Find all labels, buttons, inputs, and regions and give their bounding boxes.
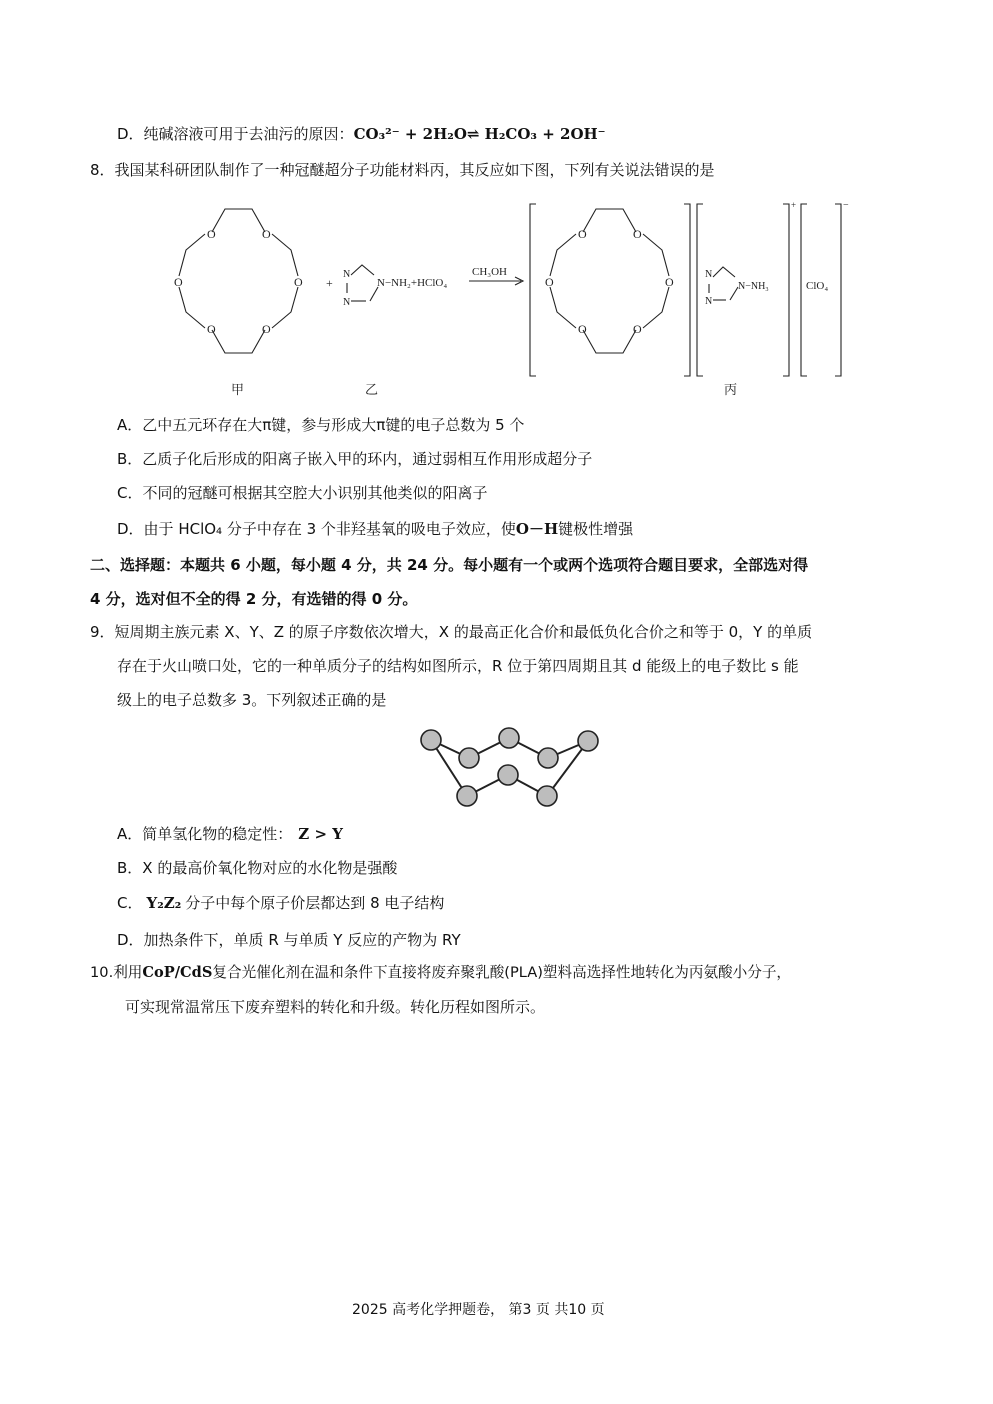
q8-option-c: C．不同的冠醚可根据其空腔大小识别其他类似的阳离子 bbox=[117, 484, 488, 502]
sulfur-atom bbox=[499, 728, 519, 748]
negative-charge: − bbox=[843, 200, 849, 211]
nitrogen-atom: N bbox=[343, 297, 351, 308]
q9-stem-3: 级上的电子总数多 3。下列叙述正确的是 bbox=[117, 691, 387, 709]
sulfur-atom bbox=[538, 748, 558, 768]
aminotriazole-formula: N−NH₂+HClO₄ bbox=[377, 277, 448, 289]
label-yi: 乙 bbox=[365, 382, 379, 397]
oxygen-atom: O bbox=[294, 275, 303, 289]
oxygen-atom: O bbox=[665, 275, 674, 289]
oxygen-atom: O bbox=[578, 227, 587, 241]
nitrogen-atom: N bbox=[705, 269, 713, 280]
q9-option-b: B．X 的最高价氧化物对应的水化物是强酸 bbox=[117, 859, 398, 877]
nitrogen-atom: N bbox=[705, 296, 713, 307]
plus-sign: + bbox=[326, 276, 333, 290]
oh-bond: O－H bbox=[515, 520, 559, 538]
oxygen-atom: O bbox=[207, 322, 216, 336]
crown-ether-reaction-figure bbox=[0, 195, 993, 435]
q10-stem-1: 10.利用CoP/CdS复合光催化剂在温和条件下直接将废弃聚乳酸(PLA)塑料高选择性地转化为丙氨酸小分子， bbox=[90, 964, 792, 981]
methanol-reagent: CH₃OH bbox=[472, 266, 508, 278]
q8-option-a: A．乙中五元环存在大π键，参与形成大π键的电子总数为 5 个 bbox=[117, 416, 525, 434]
q8-option-b: B．乙质子化后形成的阳离子嵌入甲的环内，通过弱相互作用形成超分子 bbox=[117, 450, 593, 468]
sulfur-atom bbox=[537, 786, 557, 806]
page-footer: 2025 高考化学押题卷， 第3 页 共10 页 bbox=[352, 1302, 605, 1318]
sulfur-atom bbox=[578, 731, 598, 751]
q10-stem-2: 可实现常温常压下废弃塑料的转化和升级。转化历程如图所示。 bbox=[125, 998, 546, 1016]
ammonium-triazole-formula: N−NH₃ bbox=[738, 281, 769, 292]
sulfur-atom bbox=[498, 765, 518, 785]
oxygen-atom: O bbox=[262, 322, 271, 336]
oxygen-atom: O bbox=[262, 227, 271, 241]
label-bing: 丙 bbox=[724, 382, 738, 397]
oxygen-atom: O bbox=[545, 275, 554, 289]
section2-scoring: 4 分，选对但不全的得 2 分，有选错的得 0 分。 bbox=[90, 590, 418, 608]
q9-option-c: C． Y₂Z₂ 分子中每个原子价层都达到 8 电子结构 bbox=[117, 894, 445, 912]
q9-option-a: A．简单氢化物的稳定性： Z > Y bbox=[117, 825, 343, 843]
q9-stem-1: 9．短周期主族元素 X、Y、Z 的原子序数依次增大，X 的最高正化合价和最低负化合价之和等于 0，Y 的单质 bbox=[90, 623, 813, 641]
carbonate-equation: CO₃²⁻ + 2H₂O⇌ H₂CO₃ + 2OH⁻ bbox=[353, 125, 606, 143]
positive-charge: + bbox=[791, 200, 797, 210]
section2-heading: 二、选择题：本题共 6 小题，每小题 4 分，共 24 分。每小题有一个或两个选项符合题目要求，全部选对得 bbox=[90, 556, 809, 574]
oxygen-atom: O bbox=[578, 322, 587, 336]
label-jia: 甲 bbox=[231, 382, 245, 397]
oxygen-atom: O bbox=[207, 227, 216, 241]
catalyst-formula: CoP/CdS bbox=[142, 964, 213, 981]
sulfur-atom bbox=[457, 786, 477, 806]
s8-ring-diagram bbox=[417, 725, 607, 810]
sulfur-atom bbox=[459, 748, 479, 768]
stability-comparison: Z > Y bbox=[298, 825, 343, 843]
q7-option-d: D．纯碱溶液可用于去油污的原因：CO₃²⁻ + 2H₂O⇌ H₂CO₃ + 2OH⁻ bbox=[117, 125, 606, 143]
oxygen-atom: O bbox=[633, 322, 642, 336]
q8-option-d: D．由于 HClO₄ 分子中存在 3 个非羟基氧的吸电子效应，使O－H键极性增强 bbox=[117, 520, 634, 538]
perchlorate-anion: ClO₄ bbox=[806, 280, 829, 292]
q9-stem-2: 存在于火山喷口处，它的一种单质分子的结构如图所示，R 位于第四周期且其 d 能级上的电子数比 s 能 bbox=[117, 657, 799, 675]
q8-stem: 8．我国某科研团队制作了一种冠醚超分子功能材料丙，其反应如下图，下列有关说法错误的是 bbox=[90, 161, 715, 179]
y2z2-formula: Y₂Z₂ bbox=[146, 894, 182, 912]
nitrogen-atom: N bbox=[343, 269, 351, 280]
oxygen-atom: O bbox=[174, 275, 183, 289]
sulfur-atom bbox=[421, 730, 441, 750]
oxygen-atom: O bbox=[633, 227, 642, 241]
q9-option-d: D．加热条件下，单质 R 与单质 Y 反应的产物为 RY bbox=[117, 931, 461, 949]
